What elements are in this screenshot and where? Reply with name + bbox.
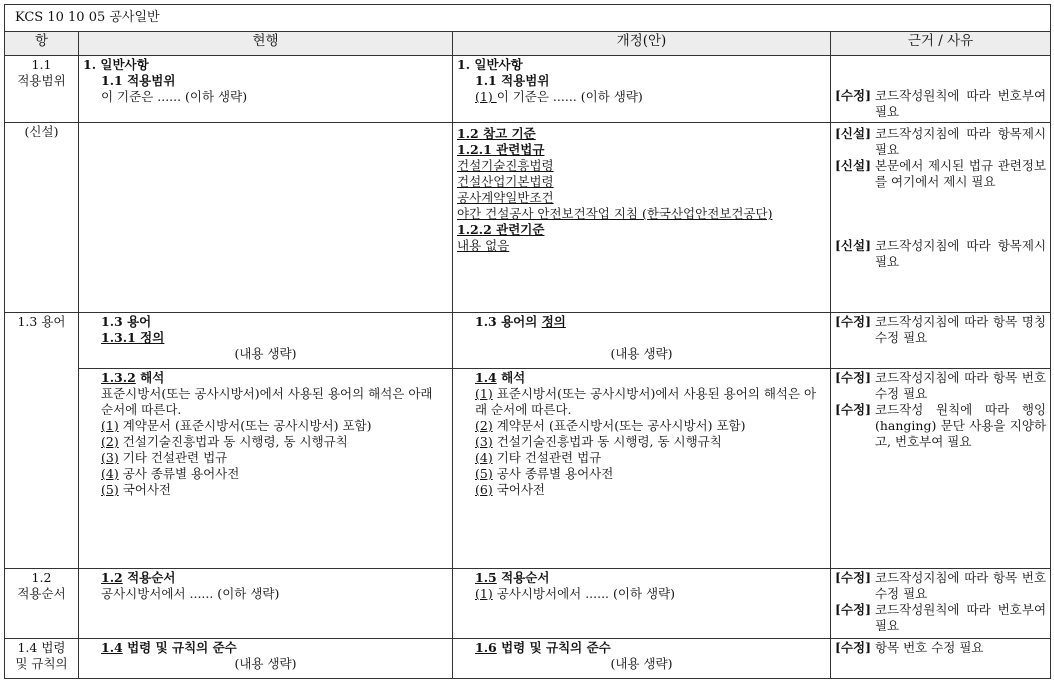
- heading-number: 1.4: [475, 370, 497, 385]
- list-item: [83, 466, 448, 482]
- current-cell-compliance: [79, 639, 453, 679]
- comparison-table: [4, 4, 1051, 679]
- law-item: 건설기술진흥법령: [457, 158, 554, 173]
- reason-tag: [수정]: [835, 314, 871, 329]
- header-revised: 개정(안): [453, 32, 831, 56]
- item-text: 건설기술진흥법과 동 시행령, 동 시행규칙: [492, 434, 722, 449]
- list-item: [83, 418, 448, 434]
- revision-comparison-document: [4, 4, 1050, 679]
- reason-tag: [수정]: [835, 402, 871, 417]
- current-cell-empty: [79, 123, 453, 313]
- document-title: KCS 10 10 05 공사일반: [5, 5, 1051, 32]
- law-item: 건설산업기본법령: [457, 174, 554, 189]
- clause-cell-terms: 1.3 용어: [5, 313, 79, 569]
- item-number: (6): [475, 482, 493, 497]
- item-number: (1): [475, 89, 497, 104]
- reason-text: 코드작성지침에 따라 항목제시 필요: [874, 126, 1047, 157]
- reason-entry: [835, 640, 1046, 656]
- row-new-references: [5, 123, 1051, 313]
- item-number: (5): [475, 466, 493, 481]
- reason-entry: [835, 238, 1046, 270]
- list-item: [83, 482, 448, 498]
- header-row: [5, 32, 1051, 56]
- body-text: 공사시방서에서 ...... (이하 생략): [101, 586, 280, 601]
- reason-entry: [835, 402, 1046, 450]
- reason-tag: [수정]: [835, 370, 871, 385]
- list-item: [83, 450, 448, 466]
- header-current: 현행: [79, 32, 453, 56]
- body-text: 이 기준은 ...... (이하 생략): [101, 89, 248, 104]
- reason-tag: [수정]: [835, 570, 871, 585]
- law-item: 야간 건설공사 안전보건작업 지침 (한국산업안전보건공단): [457, 206, 773, 221]
- clause-name: 적용범위: [17, 73, 66, 88]
- row-terms-interpretation: [5, 369, 1051, 569]
- subsection-heading: [83, 640, 448, 656]
- reason-text: 코드작성원칙에 따라 번호부여 필요: [874, 88, 1047, 119]
- item-number: (2): [475, 418, 493, 433]
- reason-tag: [수정]: [835, 602, 871, 617]
- reason-text: 코드작성지침에 따라 항목제시 필요: [874, 238, 1047, 269]
- heading-text: 적용순서: [496, 570, 550, 585]
- item-text: 공사 종류별 용어사전: [118, 466, 240, 481]
- subsection-heading: [83, 370, 448, 386]
- current-cell-scope: [79, 56, 453, 123]
- list-item: [457, 482, 826, 498]
- subsection-heading: 1.1 적용범위: [101, 73, 176, 88]
- reason-cell-compliance: [831, 639, 1051, 679]
- subsection-heading: [457, 640, 826, 656]
- intro-paragraph: [457, 386, 826, 418]
- body-text: 공사시방서에서 ...... (이하 생략): [492, 586, 676, 601]
- item-text: 국어사전: [492, 482, 545, 497]
- revised-cell-interpretation: [453, 369, 831, 569]
- revised-cell-definition: [453, 313, 831, 369]
- reason-text: 코드작성지침에 따라 항목 번호 수정 필요: [874, 570, 1047, 601]
- reason-cell-interpretation: [831, 369, 1051, 569]
- current-cell-order: [79, 569, 453, 639]
- reason-text: 항목 번호 수정 필요: [874, 640, 984, 655]
- omitted-note: (내용 생략): [234, 346, 297, 361]
- subsection-heading: [457, 314, 826, 330]
- clause-cell-scope: [5, 56, 79, 123]
- subsection-heading: 1.3 용어: [101, 314, 152, 329]
- reason-spacer: [835, 190, 1046, 238]
- reason-text: 코드작성지침에 따라 항목 명칭 수정 필요: [874, 314, 1047, 345]
- item-number: (2): [101, 434, 119, 449]
- clause-cell-compliance: [5, 639, 79, 679]
- row-scope: [5, 56, 1051, 123]
- subsection-heading: [83, 570, 448, 586]
- omitted-note: (내용 생략): [610, 346, 673, 361]
- heading-text: 해석: [496, 370, 526, 385]
- reason-tag: [수정]: [835, 88, 871, 103]
- reason-tag: [신설]: [835, 126, 871, 141]
- blank-line: [457, 330, 826, 346]
- body-line: [457, 586, 826, 602]
- subsection-heading: [457, 570, 826, 586]
- heading-text: 적용순서: [122, 570, 176, 585]
- revised-cell-scope: [453, 56, 831, 123]
- standards-heading: 1.2.2 관련기준: [457, 222, 545, 237]
- reason-tag: [신설]: [835, 238, 871, 253]
- item-number: (1): [475, 386, 493, 401]
- body-text: 이 기준은 ...... (이하 생략): [496, 89, 643, 104]
- reason-entry: [835, 158, 1046, 190]
- current-cell-interpretation: [79, 369, 453, 569]
- heading-number: 1.3.2: [101, 370, 136, 385]
- reason-tag: [신설]: [835, 158, 871, 173]
- row-order: [5, 569, 1051, 639]
- heading-changed: 정의: [541, 314, 566, 329]
- clause-number: 1.1: [31, 57, 52, 72]
- heading-number: 1.5: [475, 570, 497, 585]
- subsection-heading: 1.1 적용범위: [475, 73, 550, 88]
- reason-tag: [수정]: [835, 640, 871, 655]
- reason-entry: [835, 314, 1046, 346]
- reason-text: 코드작성 원칙에 따라 행잉(hanging) 문단 사용을 지양하고, 번호부여 필요: [874, 402, 1047, 449]
- intro-text: 표준시방서(또는 공사시방서)에서 사용된 용어의 해석은 아래 순서에 따른다.: [101, 386, 433, 417]
- list-item: [83, 434, 448, 450]
- header-clause: 항: [5, 32, 79, 56]
- list-item: [457, 450, 826, 466]
- reason-cell-new: [831, 123, 1051, 313]
- item-text: 기타 건설관련 법규: [118, 450, 228, 465]
- subsection-heading: [457, 370, 826, 386]
- item-text: 국어사전: [118, 482, 171, 497]
- reason-text: 본문에서 제시된 법규 관련정보를 여기에서 제시 필요: [874, 158, 1047, 189]
- heading-text: 법령 및 규칙의 준수: [496, 640, 611, 655]
- reason-text: 코드작성원칙에 따라 번호부여 필요: [874, 602, 1047, 633]
- section-heading: 1. 일반사항: [83, 57, 149, 72]
- revised-cell-compliance: [453, 639, 831, 679]
- omitted-note: (내용 생략): [234, 656, 297, 671]
- list-item: [457, 418, 826, 434]
- item-text: 계약문서 (표준시방서(또는 공사시방서) 포함): [492, 418, 746, 433]
- standards-item: 내용 없음: [457, 238, 510, 253]
- row-terms-definition: [5, 313, 1051, 369]
- item-number: (1): [101, 418, 119, 433]
- reason-entry: [835, 126, 1046, 158]
- current-cell-definition: [79, 313, 453, 369]
- heading-text: 1.3 용어의: [475, 314, 542, 329]
- clause-number: 1.2: [31, 570, 52, 585]
- item-number: (4): [101, 466, 119, 481]
- title-row: [5, 5, 1051, 32]
- item-text: 건설기술진흥법과 동 시행령, 동 시행규칙: [118, 434, 348, 449]
- item-number: (4): [475, 450, 493, 465]
- reason-cell-order: [831, 569, 1051, 639]
- revised-cell-references: [453, 123, 831, 313]
- item-number: (3): [101, 450, 119, 465]
- heading-text: 해석: [135, 370, 165, 385]
- item-number: (3): [475, 434, 493, 449]
- intro-text: 표준시방서(또는 공사시방서)에서 사용된 용어의 해석은 아래 순서에 따른다.: [475, 386, 817, 417]
- clause-label: 및 규칙의: [15, 656, 68, 671]
- list-item: [457, 434, 826, 450]
- reference-heading: 1.2 참고 기준: [457, 126, 536, 141]
- law-item: 공사계약일반조건: [457, 190, 554, 205]
- section-heading: 1. 일반사항: [457, 57, 523, 72]
- clause-cell-new: (신설): [5, 123, 79, 313]
- item-text: 기타 건설관련 법규: [492, 450, 602, 465]
- item-text: 공사 종류별 용어사전: [492, 466, 614, 481]
- reason-cell-scope: [831, 56, 1051, 123]
- heading-number: 1.4: [101, 640, 123, 655]
- list-item: [457, 466, 826, 482]
- laws-heading: 1.2.1 관련법규: [457, 142, 545, 157]
- row-compliance: [5, 639, 1051, 679]
- omitted-note: (내용 생략): [610, 656, 673, 671]
- reason-entry: [835, 88, 1046, 120]
- clause-cell-order: [5, 569, 79, 639]
- clause-label: 1.4 법령: [17, 640, 66, 655]
- clause-name: 적용순서: [17, 586, 66, 601]
- definition-heading: 1.3.1 정의: [101, 330, 165, 345]
- header-reason: 근거 / 사유: [831, 32, 1051, 56]
- item-number: (5): [101, 482, 119, 497]
- heading-text: 법령 및 규칙의 준수: [122, 640, 237, 655]
- reason-entry: [835, 602, 1046, 634]
- revised-cell-order: [453, 569, 831, 639]
- item-text: 계약문서 (표준시방서(또는 공사시방서) 포함): [118, 418, 372, 433]
- heading-number: 1.2: [101, 570, 123, 585]
- reason-cell-definition: [831, 313, 1051, 369]
- reason-entry: [835, 570, 1046, 602]
- heading-number: 1.6: [475, 640, 497, 655]
- body-line: [457, 89, 826, 105]
- item-number: (1): [475, 586, 493, 601]
- reason-text: 코드작성지침에 따라 항목 번호 수정 필요: [874, 370, 1047, 401]
- reason-entry: [835, 370, 1046, 402]
